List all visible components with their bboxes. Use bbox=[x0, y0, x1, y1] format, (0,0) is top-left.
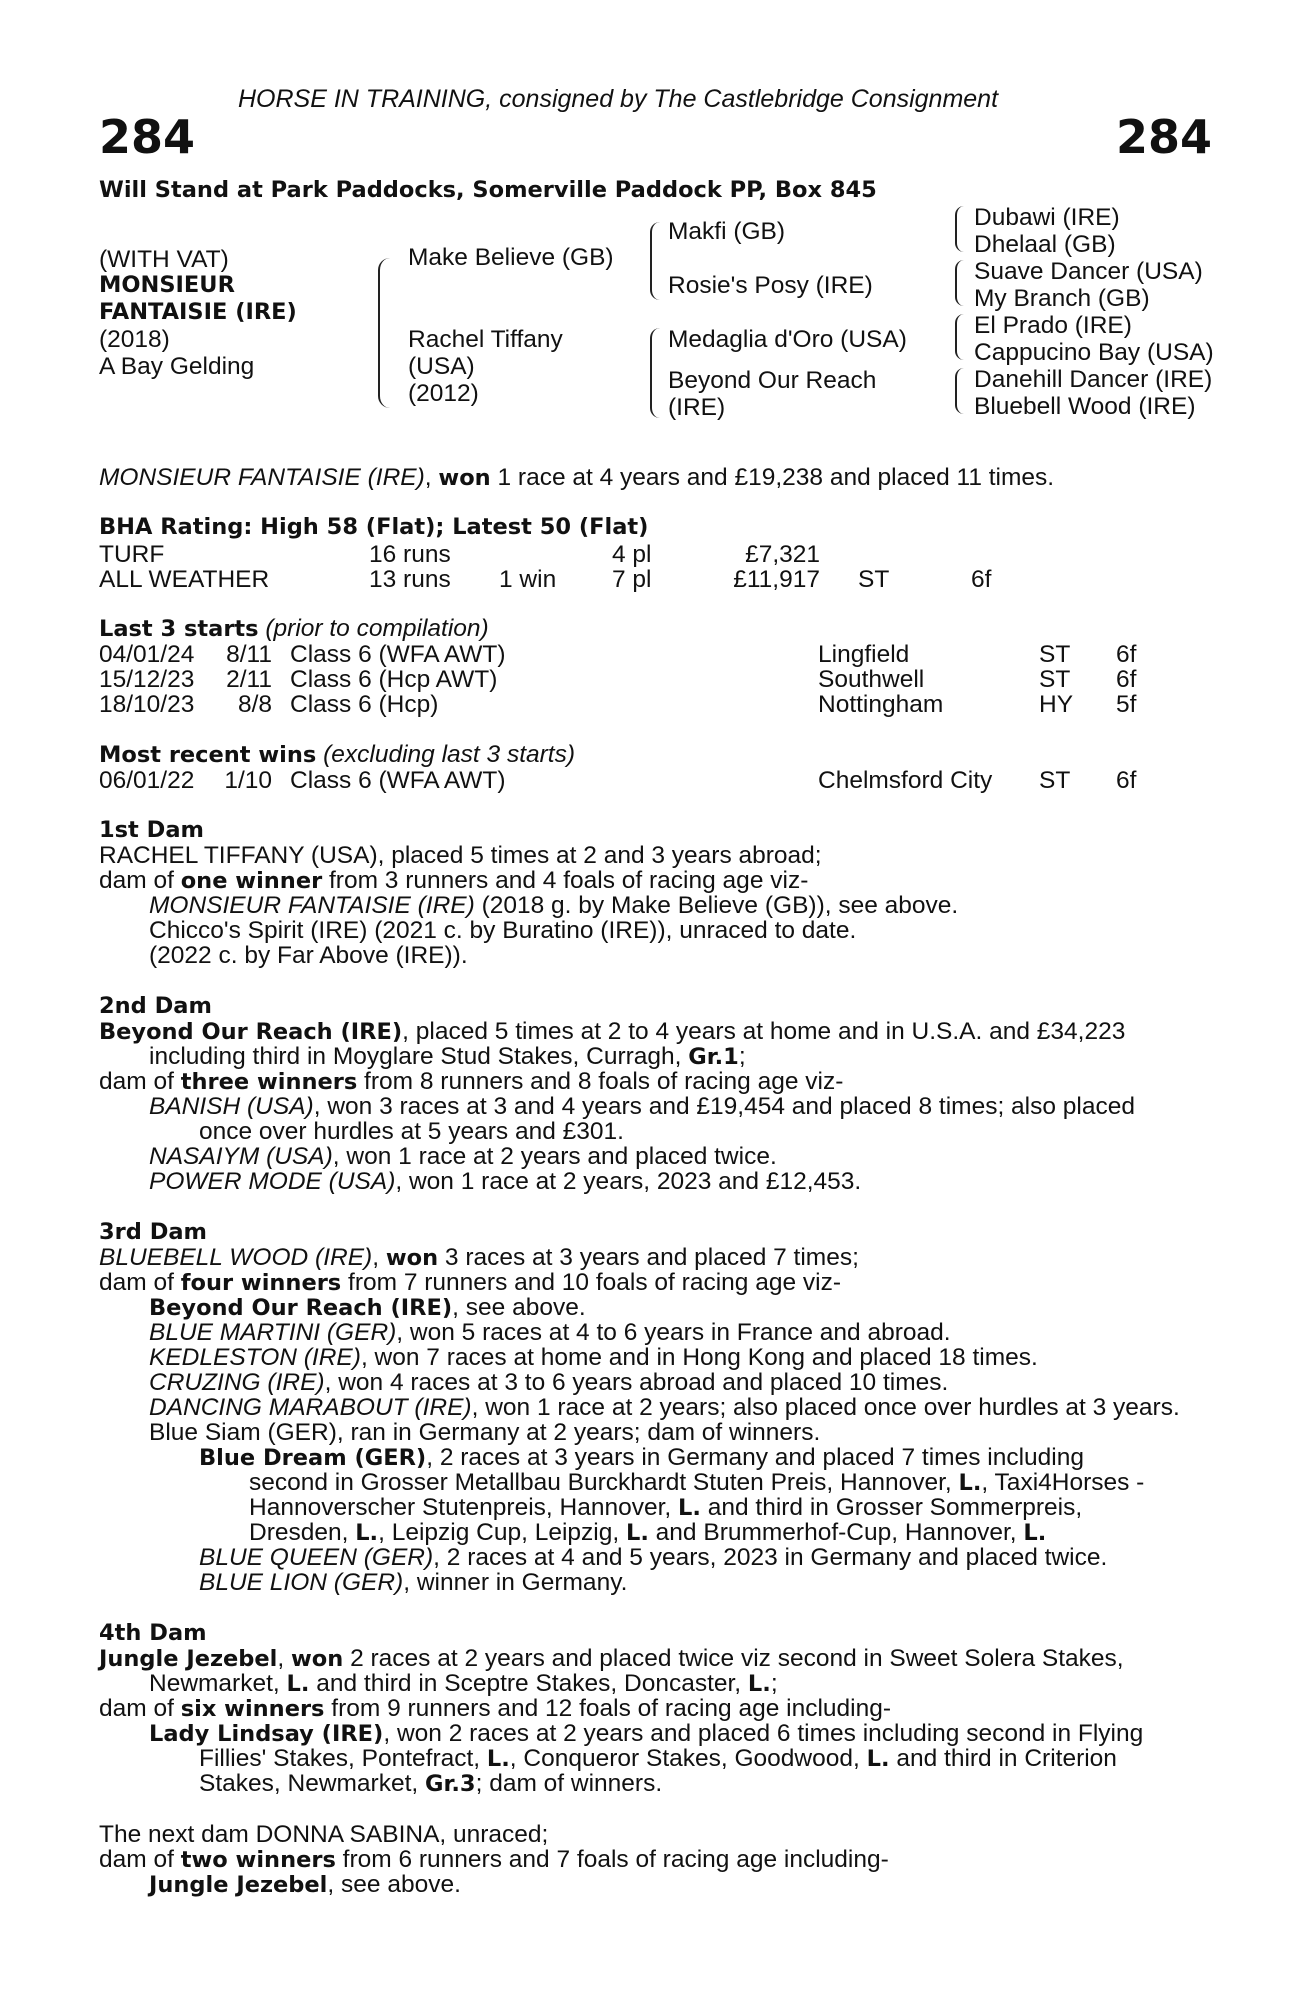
rating-wins: 1 win bbox=[499, 566, 557, 593]
race-summary bbox=[99, 465, 1054, 491]
start-going: HY bbox=[1039, 691, 1074, 718]
dd-brace bbox=[955, 368, 964, 414]
dam2-l2b: Gr.1 bbox=[688, 1044, 739, 1070]
dam4-l2c: and third in Sceptre Stakes, Doncaster, bbox=[309, 1670, 748, 1697]
recent-wins-title: Most recent wins bbox=[99, 742, 317, 768]
summary-rest: 1 race at 4 years and £19,238 and placed 11 times. bbox=[490, 464, 1055, 491]
dam2-line2 bbox=[149, 1044, 746, 1070]
dam4-l5b: L. bbox=[486, 1746, 510, 1772]
start-date: 04/01/24 bbox=[99, 641, 195, 668]
dam2-l7a: POWER MODE (USA) bbox=[149, 1168, 396, 1195]
dam4-l4b: , won 2 races at 2 years and placed 6 times including second in Flying bbox=[383, 1720, 1144, 1747]
pedigree-dsd: Cappucino Bay (USA) bbox=[974, 339, 1214, 366]
dam3-line3 bbox=[149, 1295, 586, 1321]
dam3-l10b: L. bbox=[958, 1470, 982, 1496]
rating-money: £11,917 bbox=[733, 566, 820, 593]
dam4-l2d: L. bbox=[747, 1671, 771, 1697]
dam2-line4 bbox=[149, 1094, 1135, 1119]
start-course: Chelmsford City bbox=[818, 767, 993, 794]
dam4-l4a: Lady Lindsay (IRE) bbox=[149, 1721, 384, 1747]
dam3-l1a: BLUEBELL WOOD (IRE) bbox=[99, 1244, 373, 1271]
dam4-l5a: Fillies' Stakes, Pontefract, bbox=[199, 1745, 487, 1772]
pedigree-ddd: Bluebell Wood (IRE) bbox=[974, 393, 1196, 420]
start-going: ST bbox=[1039, 666, 1071, 693]
dam3-line13 bbox=[199, 1545, 1107, 1570]
dam2-l3b: three winners bbox=[180, 1069, 358, 1095]
dam3-line11 bbox=[249, 1495, 1082, 1521]
start-race-class: Class 6 (WFA AWT) bbox=[290, 767, 506, 794]
dam2-l7b: , won 1 race at 2 years, 2023 and £12,453. bbox=[395, 1168, 862, 1195]
dam3-l1d: 3 races at 3 years and placed 7 times; bbox=[438, 1244, 859, 1271]
horse-year: (2018) bbox=[99, 326, 170, 353]
rating-going: ST bbox=[858, 566, 890, 593]
dam4-line6 bbox=[199, 1771, 662, 1797]
dam1-line4: Chicco's Spirit (IRE) (2021 c. by Buratino (IRE)), unraced to date. bbox=[149, 917, 857, 944]
dam1-l3a: MONSIEUR FANTAISIE (IRE) bbox=[149, 892, 475, 919]
dam3-line5 bbox=[149, 1345, 1038, 1370]
dam4-l3a: dam of bbox=[99, 1695, 181, 1722]
start-course: Lingfield bbox=[818, 641, 910, 668]
dam3-l11a: Hannoverscher Stutenpreis, Hannover, bbox=[249, 1494, 678, 1521]
start-race-class: Class 6 (Hcp AWT) bbox=[290, 666, 498, 693]
horse-name-line1: MONSIEUR bbox=[99, 272, 235, 298]
dam3-l9a: Blue Dream (GER) bbox=[199, 1445, 427, 1471]
pedigree-sdd: My Branch (GB) bbox=[974, 285, 1150, 312]
dam4-line4 bbox=[149, 1721, 1143, 1747]
dam4-l5d: L. bbox=[866, 1746, 890, 1772]
dam1-line1: RACHEL TIFFANY (USA), placed 5 times at 2 and 3 years abroad; bbox=[99, 842, 822, 869]
dam2-l3c: from 8 runners and 8 foals of racing age viz- bbox=[357, 1068, 844, 1095]
pedigree-dss: El Prado (IRE) bbox=[974, 312, 1132, 339]
lot-number-right: 284 bbox=[1116, 110, 1213, 164]
sd-brace bbox=[955, 260, 964, 306]
last-starts-heading bbox=[99, 616, 489, 642]
dam2-line6 bbox=[149, 1144, 777, 1169]
start-distance: 6f bbox=[1116, 641, 1137, 668]
dam3-l10a: second in Grosser Metallbau Burckhardt Stuten Preis, Hannover, bbox=[249, 1469, 959, 1496]
last-starts-title: Last 3 starts bbox=[99, 616, 259, 642]
dam2-line3 bbox=[99, 1069, 843, 1095]
dam2-l6a: NASAIYM (USA) bbox=[149, 1143, 333, 1170]
last-starts-note: (prior to compilation) bbox=[258, 615, 489, 642]
dam3-l4a: BLUE MARTINI (GER) bbox=[149, 1319, 397, 1346]
dam3-l14a: BLUE LION (GER) bbox=[199, 1569, 404, 1596]
ss-brace bbox=[955, 206, 964, 252]
dam3-l3a: Beyond Our Reach (IRE) bbox=[149, 1295, 453, 1321]
dam3-l12d: L. bbox=[625, 1520, 649, 1546]
dam3-l14b: , winner in Germany. bbox=[403, 1569, 628, 1596]
dam1-l2b: one winner bbox=[180, 868, 323, 894]
start-position: 8/8 bbox=[237, 691, 272, 718]
dam3-l10c: , Taxi4Horses - bbox=[981, 1469, 1145, 1496]
dam3-l5b: , won 7 races at home and in Hong Kong and placed 18 times. bbox=[360, 1344, 1038, 1371]
consignment-line: HORSE IN TRAINING, consigned by The Castlebridge Consignment bbox=[238, 85, 999, 113]
dam3-l9b: , 2 races at 3 years in Germany and placed 7 times including bbox=[426, 1444, 1084, 1471]
pedigree-sss: Dubawi (IRE) bbox=[974, 204, 1120, 231]
dam3-l11b: L. bbox=[678, 1495, 701, 1521]
next-dam-l3b: , see above. bbox=[327, 1871, 461, 1898]
dam4-l6c: ; dam of winners. bbox=[475, 1770, 663, 1797]
dam3-l13b: , 2 races at 4 and 5 years, 2023 in Germany and placed twice. bbox=[433, 1544, 1108, 1571]
sire-parents-brace bbox=[650, 222, 660, 300]
dam3-line8: Blue Siam (GER), ran in Germany at 2 years; dam of winners. bbox=[149, 1419, 821, 1446]
pedigree-dam-dam-line1: Beyond Our Reach bbox=[668, 367, 877, 394]
dam3-line14 bbox=[199, 1570, 627, 1595]
dam4-l1a: Jungle Jezebel bbox=[99, 1646, 278, 1672]
next-dam-line3 bbox=[149, 1872, 461, 1898]
dam3-l2a: dam of bbox=[99, 1269, 181, 1296]
dam3-l6a: CRUZING (IRE) bbox=[149, 1369, 325, 1396]
start-distance: 5f bbox=[1116, 691, 1137, 718]
sire-dam-brace bbox=[378, 258, 390, 408]
dam3-l4b: , won 5 races at 4 to 6 years in France and abroad. bbox=[396, 1319, 951, 1346]
stand-location: Will Stand at Park Paddocks, Somerville Paddock PP, Box 845 bbox=[99, 177, 877, 203]
dam3-l3b: , see above. bbox=[452, 1294, 586, 1321]
rating-placed: 7 pl bbox=[612, 566, 652, 593]
dam3-l7b: , won 1 race at 2 years; also placed once over hurdles at 3 years. bbox=[471, 1394, 1180, 1421]
dam4-line5 bbox=[199, 1746, 1117, 1772]
pedigree-dam-line1: Rachel Tiffany bbox=[408, 326, 563, 353]
dam2-title: 2nd Dam bbox=[99, 993, 212, 1019]
start-position: 1/10 bbox=[224, 767, 272, 794]
start-course: Southwell bbox=[818, 666, 925, 693]
next-dam-line2 bbox=[99, 1847, 889, 1873]
dam3-line6 bbox=[149, 1370, 948, 1395]
pedigree-ssd: Dhelaal (GB) bbox=[974, 231, 1116, 258]
next-dam-line1: The next dam DONNA SABINA, unraced; bbox=[99, 1821, 549, 1848]
dam2-l3a: dam of bbox=[99, 1068, 181, 1095]
dam2-l1b: , placed 5 times at 2 to 4 years at home and in U.S.A. and £34,223 bbox=[402, 1018, 1126, 1045]
rating-money: £7,321 bbox=[745, 541, 820, 568]
start-distance: 6f bbox=[1116, 767, 1137, 794]
dam3-l2c: from 7 runners and 10 foals of racing age viz- bbox=[341, 1269, 841, 1296]
next-dam-l2b: two winners bbox=[180, 1847, 336, 1873]
dam3-l7a: DANCING MARABOUT (IRE) bbox=[149, 1394, 472, 1421]
dam4-l1c: won bbox=[291, 1646, 344, 1672]
pedigree-dam-sire: Medaglia d'Oro (USA) bbox=[668, 326, 907, 353]
dam2-l4a: BANISH (USA) bbox=[149, 1093, 314, 1120]
start-race-class: Class 6 (WFA AWT) bbox=[290, 641, 506, 668]
next-dam-l3a: Jungle Jezebel bbox=[149, 1872, 328, 1898]
dam4-l5e: and third in Criterion bbox=[889, 1745, 1117, 1772]
dam3-line10 bbox=[249, 1470, 1144, 1496]
pedigree-sire: Make Believe (GB) bbox=[408, 244, 614, 271]
horse-description: A Bay Gelding bbox=[99, 353, 255, 380]
bha-rating-title: BHA Rating: High 58 (Flat); Latest 50 (Flat) bbox=[99, 514, 649, 540]
dam4-line2 bbox=[149, 1671, 778, 1697]
dam1-line3 bbox=[149, 893, 958, 918]
dam3-l12a: Dresden, bbox=[249, 1519, 356, 1546]
pedigree-dam-dam-line2: (IRE) bbox=[668, 394, 726, 421]
summary-horse-name: MONSIEUR FANTAISIE (IRE) bbox=[99, 464, 425, 491]
dam2-line7 bbox=[149, 1169, 861, 1194]
dam1-l2c: from 3 runners and 4 foals of racing age viz- bbox=[322, 867, 809, 894]
pedigree-sire-sire: Makfi (GB) bbox=[668, 218, 786, 245]
pedigree-dds: Danehill Dancer (IRE) bbox=[974, 366, 1213, 393]
dam4-l3c: from 9 runners and 12 foals of racing age including- bbox=[324, 1695, 892, 1722]
dam3-line1 bbox=[99, 1245, 859, 1271]
dam3-l12f: L. bbox=[1023, 1520, 1047, 1546]
dam3-line12 bbox=[249, 1520, 1046, 1546]
dam1-l2a: dam of bbox=[99, 867, 181, 894]
pedigree-dam-line2: (USA) bbox=[408, 353, 475, 380]
start-going: ST bbox=[1039, 767, 1071, 794]
dam2-line5: once over hurdles at 5 years and £301. bbox=[199, 1118, 624, 1145]
dam3-line7 bbox=[149, 1395, 1180, 1420]
rating-distance: 6f bbox=[971, 566, 992, 593]
dam1-title: 1st Dam bbox=[99, 817, 204, 843]
horse-name-line2: FANTAISIE (IRE) bbox=[99, 299, 297, 325]
dam4-l3b: six winners bbox=[180, 1696, 325, 1722]
dam4-l1b: , bbox=[277, 1645, 292, 1672]
dam1-line5: (2022 c. by Far Above (IRE)). bbox=[149, 942, 468, 969]
dam3-line2 bbox=[99, 1270, 841, 1296]
dam3-l5a: KEDLESTON (IRE) bbox=[149, 1344, 361, 1371]
rating-surface: TURF bbox=[99, 541, 165, 568]
pedigree-sire-dam: Rosie's Posy (IRE) bbox=[668, 272, 873, 299]
dam3-l11c: and third in Grosser Sommerpreis, bbox=[700, 1494, 1083, 1521]
lot-number-left: 284 bbox=[99, 110, 196, 164]
dam3-l12c: , Leipzig Cup, Leipzig, bbox=[378, 1519, 626, 1546]
start-race-class: Class 6 (Hcp) bbox=[290, 691, 439, 718]
dam3-l2b: four winners bbox=[180, 1270, 342, 1296]
dam2-l2a: including third in Moyglare Stud Stakes, Curragh, bbox=[149, 1043, 689, 1070]
start-date: 15/12/23 bbox=[99, 666, 195, 693]
recent-wins-note: (excluding last 3 starts) bbox=[316, 741, 576, 768]
dam2-l1a: Beyond Our Reach (IRE) bbox=[99, 1019, 403, 1045]
dam1-line2 bbox=[99, 868, 808, 894]
dam3-l13a: BLUE QUEEN (GER) bbox=[199, 1544, 434, 1571]
recent-wins-heading bbox=[99, 742, 575, 768]
start-position: 8/11 bbox=[226, 641, 272, 668]
dam4-l1d: 2 races at 2 years and placed twice viz second in Sweet Solera Stakes, bbox=[343, 1645, 1124, 1672]
dam3-l1b: , bbox=[372, 1244, 386, 1271]
dam4-line1 bbox=[99, 1646, 1124, 1672]
dam2-l6b: , won 1 race at 2 years and placed twice. bbox=[332, 1143, 777, 1170]
dam3-l12e: and Brummerhof-Cup, Hannover, bbox=[648, 1519, 1024, 1546]
dam4-l6b: Gr.3 bbox=[425, 1771, 476, 1797]
dam3-line9 bbox=[199, 1445, 1084, 1471]
rating-surface: ALL WEATHER bbox=[99, 566, 270, 593]
start-date: 18/10/23 bbox=[99, 691, 195, 718]
dam3-title: 3rd Dam bbox=[99, 1219, 207, 1245]
dam2-line1 bbox=[99, 1019, 1125, 1045]
next-dam-l2c: from 6 runners and 7 foals of racing age including- bbox=[335, 1846, 889, 1873]
start-date: 06/01/22 bbox=[99, 767, 195, 794]
dam4-l6a: Stakes, Newmarket, bbox=[199, 1770, 426, 1797]
dam1-l3b: (2018 g. by Make Believe (GB)), see above. bbox=[474, 892, 959, 919]
dam3-l1c: won bbox=[385, 1245, 439, 1271]
dam4-l5c: , Conqueror Stakes, Goodwood, bbox=[509, 1745, 867, 1772]
dam2-l2c: ; bbox=[738, 1043, 746, 1070]
start-position: 2/11 bbox=[226, 666, 272, 693]
next-dam-l2a: dam of bbox=[99, 1846, 181, 1873]
pedigree-dam-line3: (2012) bbox=[408, 380, 479, 407]
dam3-l6b: , won 4 races at 3 to 6 years abroad and placed 10 times. bbox=[324, 1369, 949, 1396]
dam4-l2b: L. bbox=[286, 1671, 310, 1697]
dam2-l4b: , won 3 races at 3 and 4 years and £19,454 and placed 8 times; also placed bbox=[313, 1093, 1136, 1120]
pedigree-sds: Suave Dancer (USA) bbox=[974, 258, 1203, 285]
dam-parents-brace bbox=[650, 328, 660, 418]
dam3-line4 bbox=[149, 1320, 951, 1345]
dam4-line3 bbox=[99, 1696, 891, 1722]
ds-brace bbox=[955, 314, 964, 360]
summary-comma: , bbox=[424, 464, 432, 491]
dam4-l2a: Newmarket, bbox=[149, 1670, 287, 1697]
start-going: ST bbox=[1039, 641, 1071, 668]
start-course: Nottingham bbox=[818, 691, 944, 718]
summary-won: won bbox=[438, 465, 491, 491]
start-distance: 6f bbox=[1116, 666, 1137, 693]
dam4-l2e: ; bbox=[770, 1670, 778, 1697]
rating-runs: 16 runs bbox=[369, 541, 451, 568]
rating-placed: 4 pl bbox=[612, 541, 652, 568]
dam3-l12b: L. bbox=[355, 1520, 379, 1546]
vat-note: (WITH VAT) bbox=[99, 246, 229, 273]
rating-runs: 13 runs bbox=[369, 566, 451, 593]
dam4-title: 4th Dam bbox=[99, 1620, 207, 1646]
